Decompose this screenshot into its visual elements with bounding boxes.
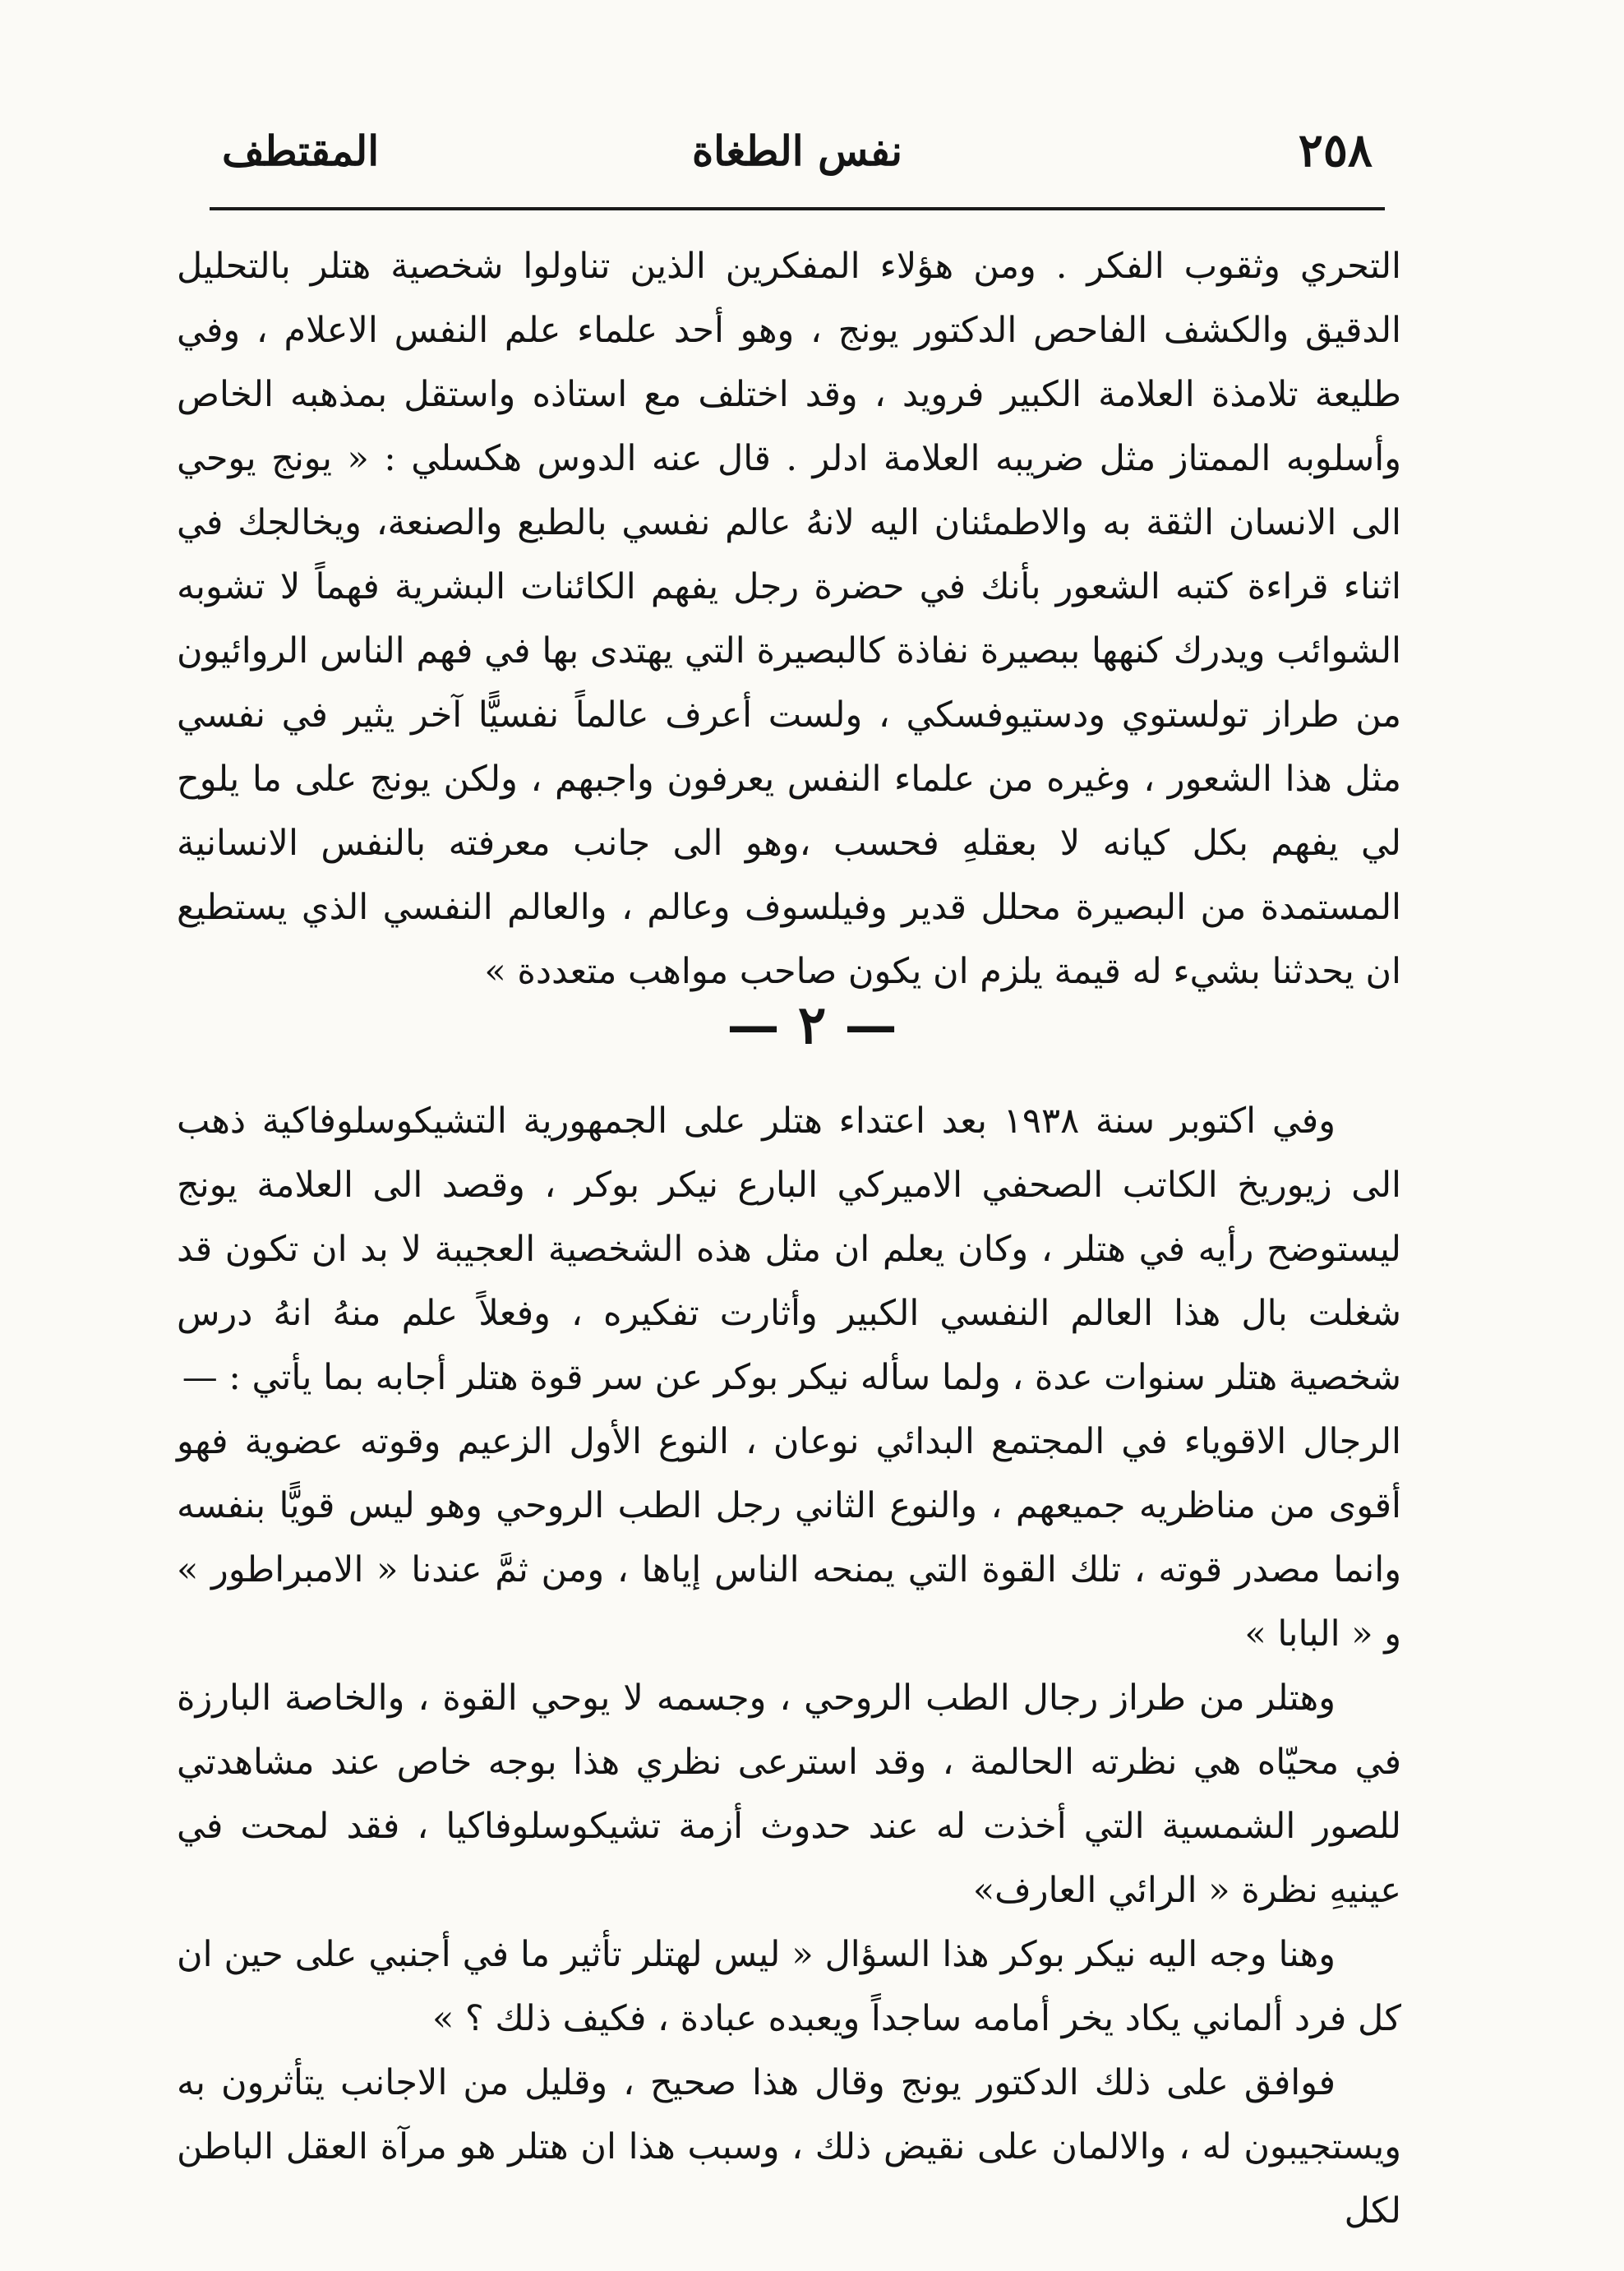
header-rule (210, 207, 1385, 210)
paragraph: وهتلر من طراز رجال الطب الروحي ، وجسمه لا يوحي القوة ، والخاصة البارزة في محيّاه هي نظرته الحالمة ، وقد استرعى نظري هذا بوجه خاص عند مشاهدتي للصور الشمسية التي أخذت له عند حدوث أزمة تشيكوسلوفاكيا ، فقد لمحت في عينيهِ نظرة « الرائي العارف» (177, 1678, 1401, 1911)
page-number: ٢٥٨ (1298, 123, 1373, 178)
section-divider: — ٢ — (727, 995, 897, 1056)
article-title: نفس الطغاة (691, 127, 903, 175)
page-header (222, 123, 1373, 189)
paragraph: فوافق على ذلك الدكتور يونج وقال هذا صحيح ، وقليل من الاجانب يتأثرون به ويستجيبون له ، والالمان على نقيض ذلك ، وسبب هذا ان هتلر هو مرآة العقل الباطن لكل (177, 2062, 1401, 2232)
section-1-text (177, 234, 1401, 992)
paragraph: التحري وثقوب الفكر . ومن هؤلاء المفكرين الذين تناولوا شخصية هتلر بالتحليل الدقيق والكشف الفاحص الدكتور يونج ، وهو أحد علماء علم النفس الاعلام ، وفي طليعة تلامذة العلامة الكبير فرويد ، وقد اختلف مع استاذه واستقل بمذهبه الخاص وأسلوبه الممتاز مثل ضريبه العلامة ادلر . قال عنه الدوس هكسلي : « يونج يوحي الى الانسان الثقة به والاطمئنان اليه لانهُ عالم نفسي بالطبع والصنعة، ويخالجك في اثناء قراءة كتبه الشعور بأنك في حضرة رجل يفهم الكائنات البشرية فهماً لا تشوبه الشوائب ويدرك كنهها ببصيرة نفاذة كالبصيرة التي يهتدى بها في فهم الناس الروائيون من طراز تولستوي ودستيوفسكي ، ولست أعرف عالماً نفسيًّا آخر يثير في نفسي مثل هذا الشعور ، وغيره من علماء النفس يعرفون واجبهم ، ولكن يونج على ما يلوح لي يفهم بكل كيانه لا بعقلهِ فحسب ،وهو الى جانب معرفته بالنفس الانسانية المستمدة من البصيرة محلل قدير وفيلسوف وعالم ، والعالم النفسي الذي يستطيع ان يحدثنا بشيء له قيمة يلزم ان يكون صاحب مواهب متعددة » (177, 246, 1401, 992)
section-2-text (177, 1089, 1401, 2256)
journal-name: المقتطف (222, 127, 380, 175)
paragraph: وهنا وجه اليه نيكر بوكر هذا السؤال « ليس لهتلر تأثير ما في أجنبي على حين ان كل فرد ألماني يكاد يخر أمامه ساجداً ويعبده عبادة ، فكيف ذلك ؟ » (177, 1934, 1401, 2039)
paragraph: وفي اكتوبر سنة ١٩٣٨ بعد اعتداء هتلر على الجمهورية التشيكوسلوفاكية ذهب الى زيوريخ الكاتب الصحفي الاميركي البارع نيكر بوكر ، وقصد الى العلامة يونج ليستوضح رأيه في هتلر ، وكان يعلم ان مثل هذه الشخصية العجيبة لا بد ان تكون قد شغلت بال هذا العالم النفسي الكبير وأثارت تفكيره ، وفعلاً علم منهُ انهُ درس شخصية هتلر سنوات عدة ، ولما سأله نيكر بوكر عن سر قوة هتلر أجابه بما يأتي : — (177, 1101, 1401, 1398)
paragraph: الرجال الاقوياء في المجتمع البدائي نوعان ، النوع الأول الزعيم وقوته عضوية فهو أقوى من مناظريه جميعهم ، والنوع الثاني رجل الطب الروحي وهو ليس قويًّا بنفسه وانما مصدر قوته ، تلك القوة التي يمنحه الناس إياها ، ومن ثمَّ عندنا « الامبراطور » و « البابا » (177, 1421, 1401, 1655)
